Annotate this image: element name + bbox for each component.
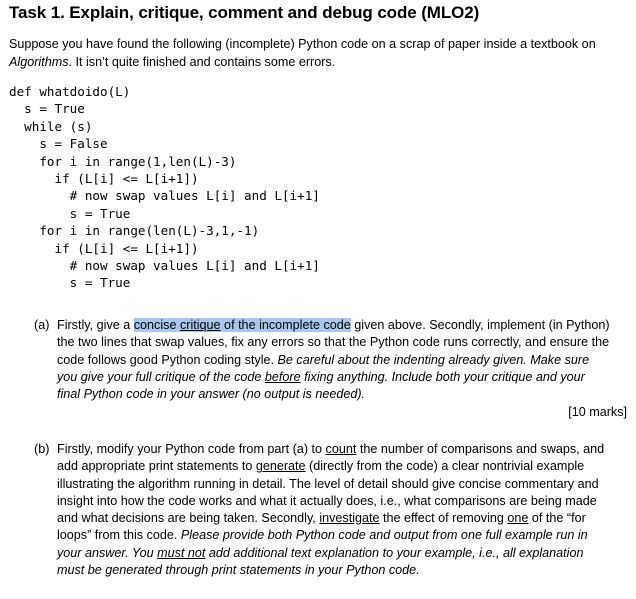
- code-line: def whatdoido(L): [9, 84, 131, 99]
- part-b-text-5: of the “for loops” from this code.: [57, 511, 586, 543]
- code-line: if (L[i] <= L[i+1]): [9, 240, 199, 256]
- part-a-before: before: [264, 369, 301, 384]
- code-line: while (s): [9, 118, 93, 134]
- code-line: s = True: [9, 275, 131, 291]
- part-b-text-3: (directly from the code) a clear nontrivial example illustrating the algorithm running in detail. The level of detail should give concise commentary and insight into how the code works and what it actually does, i.e., what comparisons are being made and what decisions are being taken. Secondly,: [57, 459, 599, 526]
- part-a-italic-2: fixing anything. Include both your critique and your final Python code in your answer (no output is needed).: [57, 369, 585, 402]
- underlined-one: one: [507, 511, 529, 526]
- underlined-generate: generate: [255, 459, 306, 474]
- intro-text-end: . It isn’t quite finished and contains some errors.: [68, 54, 336, 69]
- part-b-italic-2: add additional text explanation to your example, i.e., all explanation must be generated through print statements in your Python code.: [57, 545, 584, 578]
- part-b-text-4: the effect of removing: [379, 511, 508, 526]
- part-b-text: [57, 441, 610, 579]
- intro-book-title: Algorithms: [9, 54, 69, 69]
- code-line: for i in range(1,len(L)-3): [9, 153, 237, 169]
- part-a-text: [57, 317, 610, 403]
- part-a-italic-1: Be careful about the indenting already given. Make sure you give your full critique of the code: [57, 352, 590, 384]
- hl-concise: concise: [133, 318, 180, 332]
- part-b-text-2: the number of comparisons and swaps, and add appropriate print statements to: [57, 442, 605, 474]
- hl-critique: critique: [179, 318, 221, 332]
- hl-incomplete-code: of the incomplete code: [220, 318, 351, 332]
- code-line: if (L[i] <= L[i+1]): [9, 171, 199, 187]
- code-line: # now swap values L[i] and L[i+1]: [9, 188, 320, 204]
- code-line: # now swap values L[i] and L[i+1]: [9, 258, 320, 274]
- task-title: Task 1. Explain, critique, comment and debug code (MLO2): [9, 3, 480, 22]
- part-b-must-not: must not: [157, 545, 206, 560]
- part-b-italic-1: Please provide both Python code and output from one full example run in your answer. You: [57, 528, 588, 560]
- code-block: [9, 83, 320, 292]
- code-line: for i in range(len(L)-3,1,-1): [9, 223, 260, 239]
- code-line: s = False: [9, 136, 108, 152]
- highlighted-text: [134, 318, 351, 332]
- part-b-text-1: Firstly, modify your Python code from part (a) to: [57, 442, 326, 456]
- underlined-count: count: [325, 442, 357, 456]
- code-line: s = True: [9, 205, 131, 221]
- underlined-investigate: investigate: [319, 511, 380, 526]
- code-line: s = True: [9, 101, 85, 117]
- part-a-text-start: Firstly, give a: [57, 318, 134, 332]
- part-a-text-mid: given above. Secondly, implement (in Python) the two lines that swap values, fix any errors so that the Python code runs correctly, and ensure the code follows good Python coding style.: [57, 318, 610, 367]
- intro-text: Suppose you have found the following (incomplete) Python code on a scrap of paper inside a textbook on: [9, 37, 596, 51]
- intro-paragraph: [9, 36, 627, 71]
- part-b-label: (b): [34, 442, 50, 456]
- part-a-label: (a): [34, 318, 50, 332]
- marks-label: [10 marks]: [568, 405, 627, 419]
